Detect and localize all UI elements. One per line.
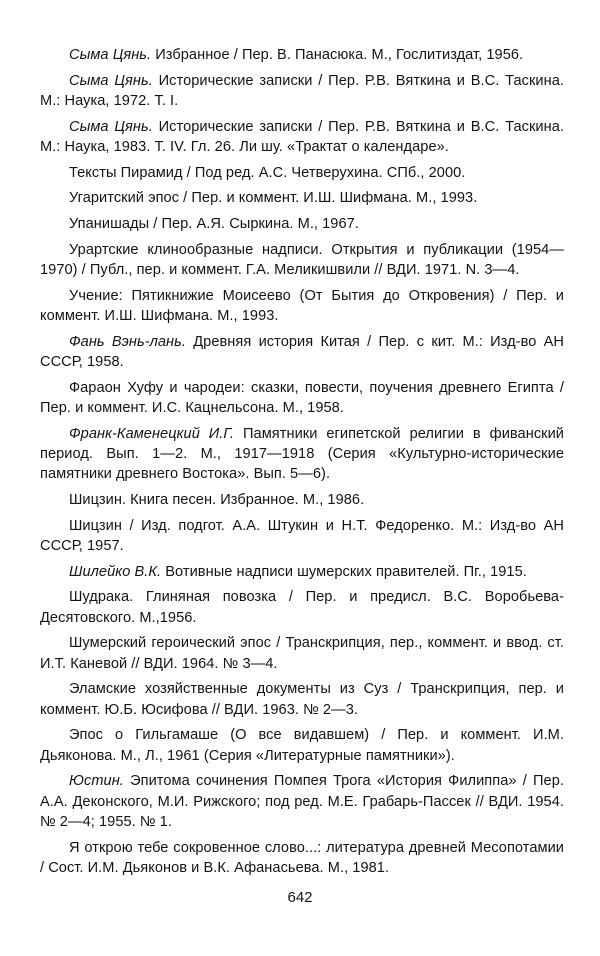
entry-text: Урартские клинообразные надписи. Открытия и публикации (1954—1970) / Публ., пер. и коммент. Г.А. Меликишвили // ВДИ. 1971. N. 3—4. — [40, 241, 564, 279]
bibliography-list — [40, 45, 564, 884]
bibliography-entry — [40, 240, 564, 281]
entry-text: Древняя история Китая / Пер. с кит. М.: Изд-во АН СССР, 1958. — [40, 333, 565, 370]
bibliography-entry — [40, 490, 564, 510]
bibliography-entry — [40, 163, 564, 183]
entry-text: Шицзин. Книга песен. Избранное. М., 1986. — [69, 491, 365, 508]
entry-text: Вотивные надписи шумерских правителей. Пг., 1915. — [165, 563, 527, 580]
bibliography-entry — [40, 286, 564, 327]
bibliography-entry — [40, 378, 564, 419]
entry-text: Эпос о Гильгамаше (О все видавшем) / Пер. и коммент. И.М. Дьяконова. М., Л., 1961 (Серия «Литературные памятники»). — [40, 727, 564, 764]
entry-author: Сыма Цянь. — [69, 118, 153, 135]
entry-text: Памятники египетской религии в фиванский период. Вып. 1—2. М., 1917—1918 (Серия «Культурно-исторические памятники древнего Востока». Вып. 5—6). — [40, 425, 565, 483]
entry-author: Сыма Цянь. — [69, 72, 153, 89]
bibliography-entry — [40, 424, 564, 485]
entry-text: Эпитома сочинения Помпея Трога «История Филиппа» / Пер. А.А. Деконского, М.И. Рижского; под ред. М.Е. Грабарь-Пассек // ВДИ. 1954. № 2—4; 1955. № 1. — [40, 773, 564, 830]
entry-text: Эламские хозяйственные документы из Суз / Транскрипция, пер. и коммент. Ю.Б. Юсифова // ВДИ. 1963. № 2—3. — [40, 681, 564, 718]
entry-text: Тексты Пирамид / Под ред. А.С. Четверухина. СПб., 2000. — [69, 164, 466, 181]
entry-author: Юстин. — [69, 773, 124, 790]
entry-author: Франк-Каменецкий И.Г. — [69, 425, 235, 442]
bibliography-entry — [40, 45, 564, 65]
entry-author: Сыма Цянь. — [69, 47, 152, 63]
bibliography-entry — [40, 71, 564, 112]
bibliography-entry — [40, 117, 564, 158]
entry-author: Фань Вэнь-лань. — [69, 333, 186, 350]
bibliography-entry — [40, 562, 564, 582]
entry-text: Упанишады / Пер. А.Я. Сыркина. М., 1967. — [69, 216, 359, 233]
bibliography-entry — [40, 516, 564, 557]
entry-text: Избранное / Пер. В. Панасюка. М., Гослитиздат, 1956. — [155, 47, 524, 63]
bibliography-entry — [40, 214, 564, 234]
entry-text: Исторические записки / Пер. Р.В. Вяткина и В.С. Таскина. М.: Наука, 1972. Т. I. — [40, 72, 564, 109]
entry-text: Шумерский героический эпос / Транскрипция, пер., коммент. и ввод. ст. И.Т. Каневой // ВДИ. 1964. № 3—4. — [40, 635, 564, 672]
entry-text: Угаритский эпос / Пер. и коммент. И.Ш. Шифмана. М., 1993. — [69, 190, 478, 207]
bibliography-entry — [40, 679, 564, 720]
entry-text: Шицзин / Изд. подгот. А.А. Штукин и Н.Т. Федоренко. М.: Изд-во АН СССР, 1957. — [40, 517, 564, 554]
entry-text: Я открою тебе сокровенное слово...: литература древней Месопотамии / Сост. И.М. Дьяконов и В.К. Афанасьева. М., 1981. — [40, 839, 564, 876]
entry-text: Учение: Пятикнижие Моисеево (От Бытия до Откровения) / Пер. и коммент. И.Ш. Шифмана. М., 1993. — [40, 287, 564, 324]
bibliography-entry — [40, 838, 564, 879]
page-number: 642 — [287, 889, 313, 906]
bibliography-entry — [40, 725, 564, 766]
entry-text: Шудрака. Глиняная повозка / Пер. и предисл. В.С. Воробьева-Десятовского. М.,1956. — [40, 589, 564, 626]
bibliography-entry — [40, 188, 564, 208]
bibliography-entry — [40, 771, 564, 832]
entry-text: Фараон Хуфу и чародеи: сказки, повести, поучения древнего Египта / Пер. и коммент. И.С. Кацнельсона. М., 1958. — [40, 379, 564, 416]
entry-author: Шилейко В.К. — [69, 563, 162, 580]
entry-text: Исторические записки / Пер. Р.В. Вяткина и В.С. Таскина. М.: Наука, 1983. Т. IV. Гл. 26. Ли шу. «Трактат о календаре». — [40, 118, 564, 155]
bibliography-entry — [40, 633, 564, 674]
bibliography-entry — [40, 587, 564, 628]
bibliography-entry — [40, 332, 564, 373]
